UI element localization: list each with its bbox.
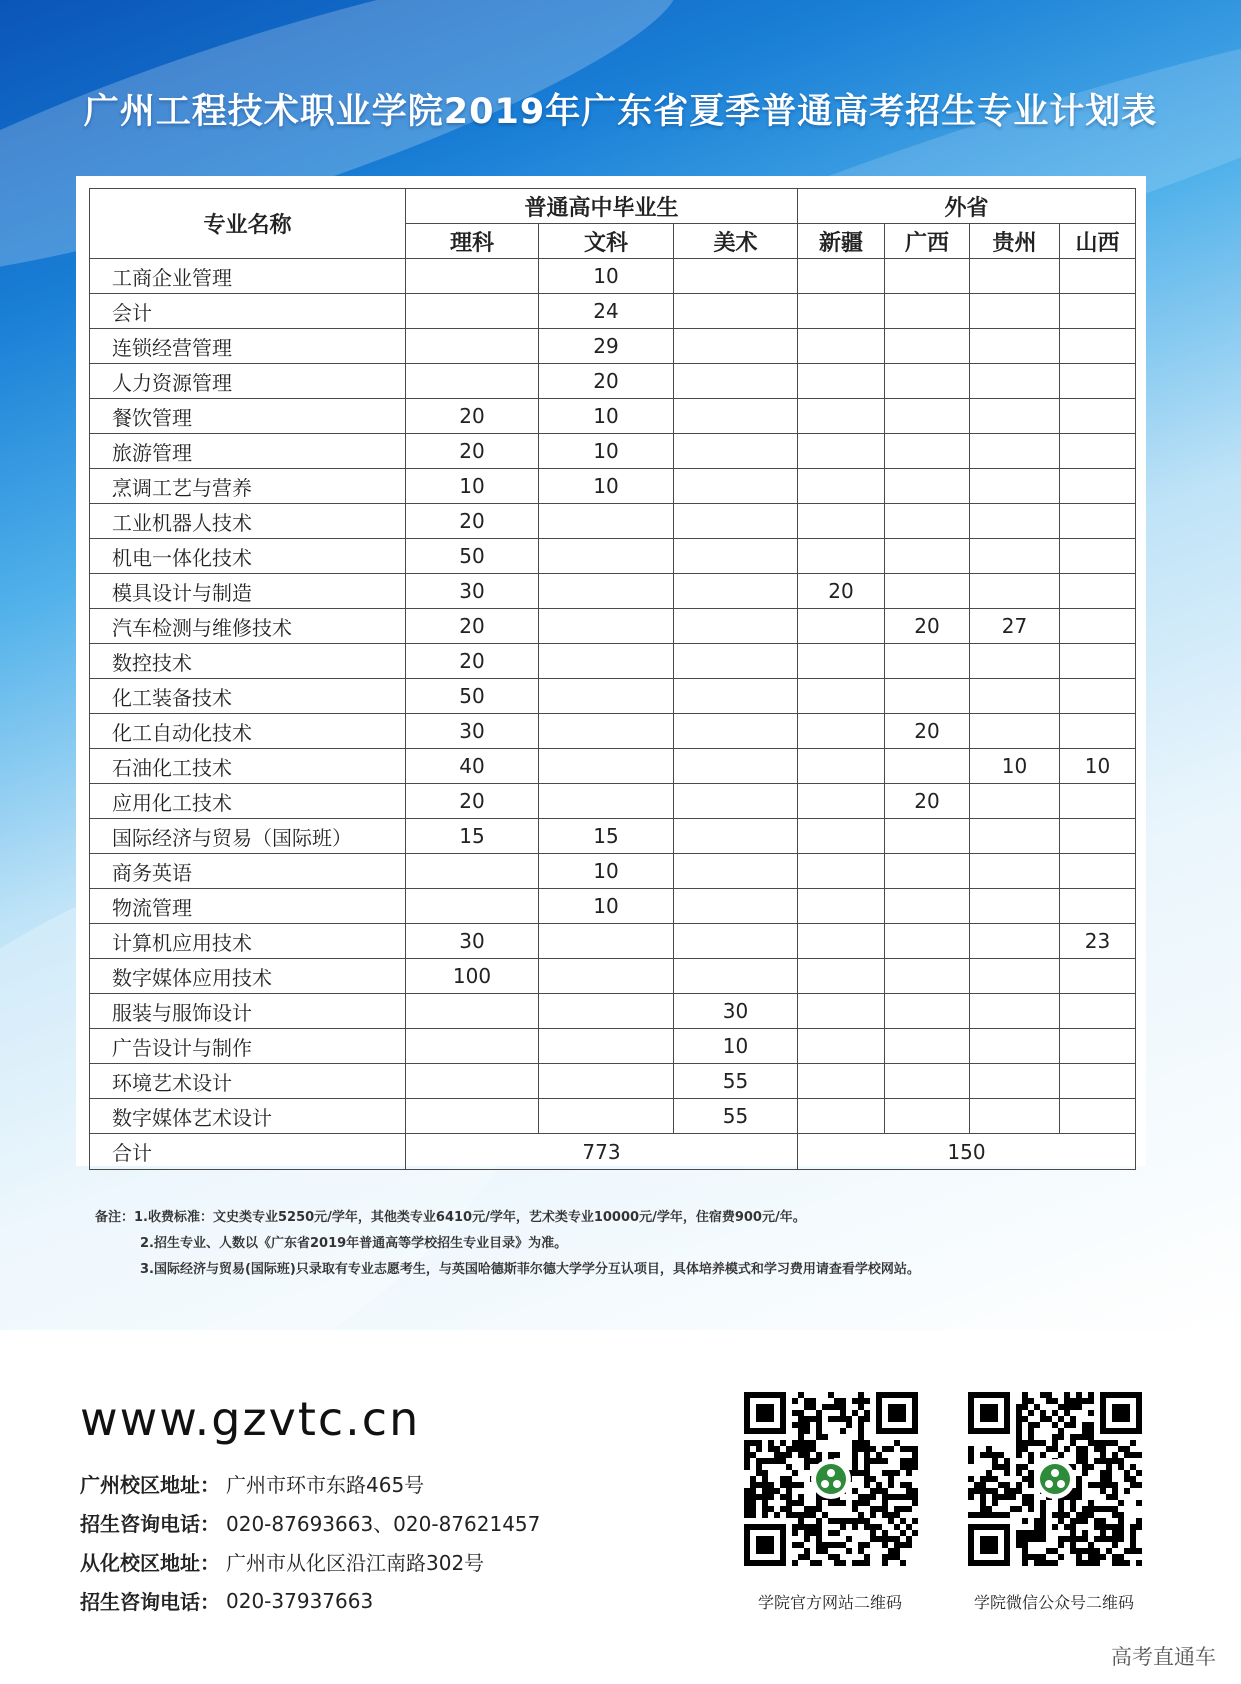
guizhou-cell [970,889,1060,924]
major-name-cell: 环境艺术设计 [90,1064,406,1099]
shanxi-cell [1060,364,1136,399]
xinjiang-cell [798,504,885,539]
major-name-cell: 石油化工技术 [90,749,406,784]
shanxi-cell [1060,644,1136,679]
guizhou-cell [970,469,1060,504]
table-row [90,469,1136,504]
art-cell [674,574,798,609]
header-major-name: 专业名称 [90,189,406,259]
table-row [90,259,1136,294]
science-cell: 30 [406,574,539,609]
xinjiang-cell [798,714,885,749]
table-row [90,294,1136,329]
contact-label: 招生咨询电话： [80,1590,220,1614]
guizhou-cell [970,959,1060,994]
contact-info [80,1464,540,1620]
total-outside: 150 [798,1134,1136,1170]
xinjiang-cell [798,749,885,784]
guizhou-cell [970,259,1060,294]
arts-cell [539,924,674,959]
art-cell [674,749,798,784]
xinjiang-cell: 20 [798,574,885,609]
guizhou-cell [970,644,1060,679]
shanxi-cell [1060,679,1136,714]
table-row [90,714,1136,749]
arts-cell [539,574,674,609]
science-cell [406,364,539,399]
xinjiang-cell [798,259,885,294]
science-cell: 40 [406,749,539,784]
contact-row [80,1581,540,1620]
contact-value: 020-37937663 [226,1588,374,1613]
guangxi-cell [885,889,970,924]
arts-cell [539,609,674,644]
header-xinjiang: 新疆 [798,224,885,259]
major-name-cell: 连锁经营管理 [90,329,406,364]
science-cell [406,889,539,924]
guizhou-cell: 27 [970,609,1060,644]
table-row [90,924,1136,959]
art-cell: 30 [674,994,798,1029]
arts-cell: 15 [539,819,674,854]
major-name-cell: 数字媒体应用技术 [90,959,406,994]
guangxi-cell [885,679,970,714]
science-cell [406,1029,539,1064]
science-cell: 20 [406,784,539,819]
art-cell [674,959,798,994]
art-cell [674,609,798,644]
guangxi-cell [885,1029,970,1064]
guangxi-cell [885,1099,970,1134]
guangxi-cell [885,294,970,329]
contact-label: 从化校区地址： [80,1551,220,1575]
science-cell: 20 [406,609,539,644]
arts-cell [539,994,674,1029]
shanxi-cell [1060,854,1136,889]
arts-cell: 10 [539,469,674,504]
shanxi-cell [1060,819,1136,854]
guangxi-cell [885,994,970,1029]
qr-pattern [744,1392,918,1566]
major-name-cell: 国际经济与贸易（国际班） [90,819,406,854]
shanxi-cell [1060,539,1136,574]
guizhou-cell [970,854,1060,889]
major-name-cell: 应用化工技术 [90,784,406,819]
guizhou-cell [970,574,1060,609]
major-name-cell: 服装与服饰设计 [90,994,406,1029]
guangxi-cell [885,329,970,364]
shanxi-cell [1060,504,1136,539]
xinjiang-cell [798,1064,885,1099]
xinjiang-cell [798,784,885,819]
guangxi-cell [885,504,970,539]
guizhou-cell [970,1029,1060,1064]
major-name-cell: 商务英语 [90,854,406,889]
arts-cell [539,679,674,714]
table-row [90,994,1136,1029]
arts-cell [539,1064,674,1099]
guangxi-cell: 20 [885,609,970,644]
major-name-cell: 模具设计与制造 [90,574,406,609]
xinjiang-cell [798,644,885,679]
guizhou-cell [970,784,1060,819]
science-cell [406,994,539,1029]
shanxi-cell: 23 [1060,924,1136,959]
arts-cell: 29 [539,329,674,364]
guangxi-cell [885,399,970,434]
major-name-cell: 人力资源管理 [90,364,406,399]
website-qr-caption: 学院官方网站二维码 [757,1593,902,1612]
website-qr-code[interactable] [744,1392,916,1564]
major-name-cell: 餐饮管理 [90,399,406,434]
table-row [90,539,1136,574]
guangxi-cell: 20 [885,714,970,749]
guangxi-cell [885,539,970,574]
major-name-cell: 广告设计与制作 [90,1029,406,1064]
guangxi-cell [885,574,970,609]
science-cell: 50 [406,539,539,574]
shanxi-cell [1060,1099,1136,1134]
guangxi-cell [885,854,970,889]
table-row [90,854,1136,889]
contact-value: 020-87693663、020-87621457 [226,1512,541,1536]
guangxi-cell [885,434,970,469]
major-name-cell: 机电一体化技术 [90,539,406,574]
arts-cell [539,1029,674,1064]
table-body [90,259,1136,1134]
science-cell: 20 [406,399,539,434]
guizhou-cell [970,1099,1060,1134]
arts-cell [539,504,674,539]
art-cell [674,504,798,539]
major-name-cell: 旅游管理 [90,434,406,469]
xinjiang-cell [798,469,885,504]
arts-cell: 10 [539,889,674,924]
major-name-cell: 汽车检测与维修技术 [90,609,406,644]
xinjiang-cell [798,819,885,854]
science-cell: 20 [406,644,539,679]
wechat-qr-code[interactable] [968,1392,1140,1564]
xinjiang-cell [798,994,885,1029]
shanxi-cell [1060,294,1136,329]
total-label: 合计 [90,1134,406,1170]
shanxi-cell [1060,259,1136,294]
contact-row [80,1464,540,1503]
art-cell [674,784,798,819]
header-shanxi: 山西 [1060,224,1136,259]
major-name-cell: 计算机应用技术 [90,924,406,959]
science-cell: 30 [406,714,539,749]
table-row [90,504,1136,539]
table-row [90,1099,1136,1134]
art-cell [674,819,798,854]
arts-cell [539,539,674,574]
shanxi-cell [1060,959,1136,994]
art-cell: 10 [674,1029,798,1064]
xinjiang-cell [798,294,885,329]
major-name-cell: 物流管理 [90,889,406,924]
arts-cell: 10 [539,399,674,434]
xinjiang-cell [798,609,885,644]
header-guizhou: 贵州 [970,224,1060,259]
arts-cell [539,959,674,994]
science-cell: 15 [406,819,539,854]
major-name-cell: 数字媒体艺术设计 [90,1099,406,1134]
table-row [90,959,1136,994]
table-row [90,784,1136,819]
arts-cell: 10 [539,854,674,889]
art-cell [674,854,798,889]
shanxi-cell [1060,1029,1136,1064]
table-row [90,434,1136,469]
guangxi-cell [885,819,970,854]
science-cell [406,329,539,364]
guizhou-cell [970,819,1060,854]
table-row [90,749,1136,784]
table-row [90,329,1136,364]
major-name-cell: 工商企业管理 [90,259,406,294]
xinjiang-cell [798,364,885,399]
xinjiang-cell [798,679,885,714]
guangxi-cell [885,644,970,679]
header-group-ordinary: 普通高中毕业生 [406,189,798,224]
arts-cell [539,644,674,679]
arts-cell: 24 [539,294,674,329]
major-name-cell: 工业机器人技术 [90,504,406,539]
art-cell [674,434,798,469]
arts-cell [539,749,674,784]
xinjiang-cell [798,889,885,924]
shanxi-cell [1060,994,1136,1029]
guangxi-cell [885,959,970,994]
guangxi-cell [885,364,970,399]
college-logo-icon [816,1464,846,1494]
guizhou-cell [970,714,1060,749]
guizhou-cell [970,924,1060,959]
xinjiang-cell [798,399,885,434]
arts-cell: 10 [539,259,674,294]
header-art: 美术 [674,224,798,259]
guangxi-cell [885,749,970,784]
xinjiang-cell [798,924,885,959]
wechat-qr-caption: 学院微信公众号二维码 [973,1593,1134,1612]
art-cell [674,679,798,714]
table-row [90,574,1136,609]
art-cell: 55 [674,1099,798,1134]
shanxi-cell [1060,574,1136,609]
table-row [90,364,1136,399]
header-arts: 文科 [539,224,674,259]
note-line-3: 3.国际经济与贸易(国际班)只录取有专业志愿考生，与英国哈德斯菲尔德大学学分互认项目，具体培养模式和学习费用请查看学校网站。 [140,1262,920,1277]
science-cell [406,259,539,294]
table-row [90,399,1136,434]
science-cell [406,294,539,329]
total-ordinary: 773 [406,1134,798,1170]
college-logo-icon [1040,1464,1070,1494]
table-row [90,1064,1136,1099]
guizhou-cell [970,539,1060,574]
table-row [90,889,1136,924]
header-science: 理科 [406,224,539,259]
art-cell [674,644,798,679]
contact-value: 广州市从化区沿江南路302号 [226,1551,485,1575]
note-line-1: 备注：1.收费标准：文史类专业5250元/学年，其他类专业6410元/学年，艺术类专业10000元/学年，住宿费900元/年。 [95,1210,806,1225]
art-cell [674,539,798,574]
major-name-cell: 数控技术 [90,644,406,679]
science-cell: 20 [406,504,539,539]
art-cell [674,469,798,504]
shanxi-cell [1060,1064,1136,1099]
header-group-outside: 外省 [798,189,1136,224]
table-row [90,609,1136,644]
notes [95,1205,920,1283]
contact-value: 广州市环市东路465号 [226,1473,425,1497]
xinjiang-cell [798,329,885,364]
contact-label: 广州校区地址： [80,1473,220,1497]
note-line-2: 2.招生专业、人数以《广东省2019年普通高等学校招生专业目录》为准。 [140,1236,568,1251]
guizhou-cell: 10 [970,749,1060,784]
science-cell: 10 [406,469,539,504]
arts-cell: 20 [539,364,674,399]
enrollment-plan-table [89,188,1136,1170]
shanxi-cell [1060,889,1136,924]
table-row [90,819,1136,854]
contact-label: 招生咨询电话： [80,1512,220,1536]
arts-cell [539,1099,674,1134]
shanxi-cell [1060,784,1136,819]
contact-row [80,1542,540,1581]
art-cell [674,329,798,364]
header-guangxi: 广西 [885,224,970,259]
watermark: 高考直通车 [1111,1645,1216,1669]
table-row [90,1029,1136,1064]
guizhou-cell [970,399,1060,434]
art-cell [674,399,798,434]
arts-cell [539,714,674,749]
guangxi-cell [885,469,970,504]
arts-cell: 10 [539,434,674,469]
major-name-cell: 烹调工艺与营养 [90,469,406,504]
art-cell [674,889,798,924]
guizhou-cell [970,434,1060,469]
guangxi-cell [885,259,970,294]
shanxi-cell: 10 [1060,749,1136,784]
contact-row [80,1503,540,1542]
guangxi-cell [885,1064,970,1099]
art-cell [674,294,798,329]
xinjiang-cell [798,539,885,574]
arts-cell [539,784,674,819]
xinjiang-cell [798,959,885,994]
guizhou-cell [970,294,1060,329]
art-cell [674,924,798,959]
website-url[interactable]: www.gzvtc.cn [80,1392,421,1446]
science-cell: 100 [406,959,539,994]
shanxi-cell [1060,434,1136,469]
guangxi-cell [885,924,970,959]
art-cell [674,714,798,749]
shanxi-cell [1060,609,1136,644]
science-cell [406,1099,539,1134]
guizhou-cell [970,679,1060,714]
science-cell [406,854,539,889]
art-cell [674,364,798,399]
xinjiang-cell [798,854,885,889]
shanxi-cell [1060,329,1136,364]
table-row [90,644,1136,679]
major-name-cell: 化工自动化技术 [90,714,406,749]
xinjiang-cell [798,434,885,469]
qr-pattern [968,1392,1142,1566]
shanxi-cell [1060,714,1136,749]
xinjiang-cell [798,1099,885,1134]
major-name-cell: 化工装备技术 [90,679,406,714]
total-row [90,1134,1136,1170]
guangxi-cell: 20 [885,784,970,819]
science-cell: 30 [406,924,539,959]
shanxi-cell [1060,399,1136,434]
science-cell [406,1064,539,1099]
xinjiang-cell [798,1029,885,1064]
science-cell: 50 [406,679,539,714]
science-cell: 20 [406,434,539,469]
art-cell [674,259,798,294]
page-title: 广州工程技术职业学院2019年广东省夏季普通高考招生专业计划表 [83,92,1158,132]
table-row [90,679,1136,714]
art-cell: 55 [674,1064,798,1099]
guizhou-cell [970,364,1060,399]
guizhou-cell [970,994,1060,1029]
major-name-cell: 会计 [90,294,406,329]
guizhou-cell [970,1064,1060,1099]
shanxi-cell [1060,469,1136,504]
guizhou-cell [970,504,1060,539]
guizhou-cell [970,329,1060,364]
